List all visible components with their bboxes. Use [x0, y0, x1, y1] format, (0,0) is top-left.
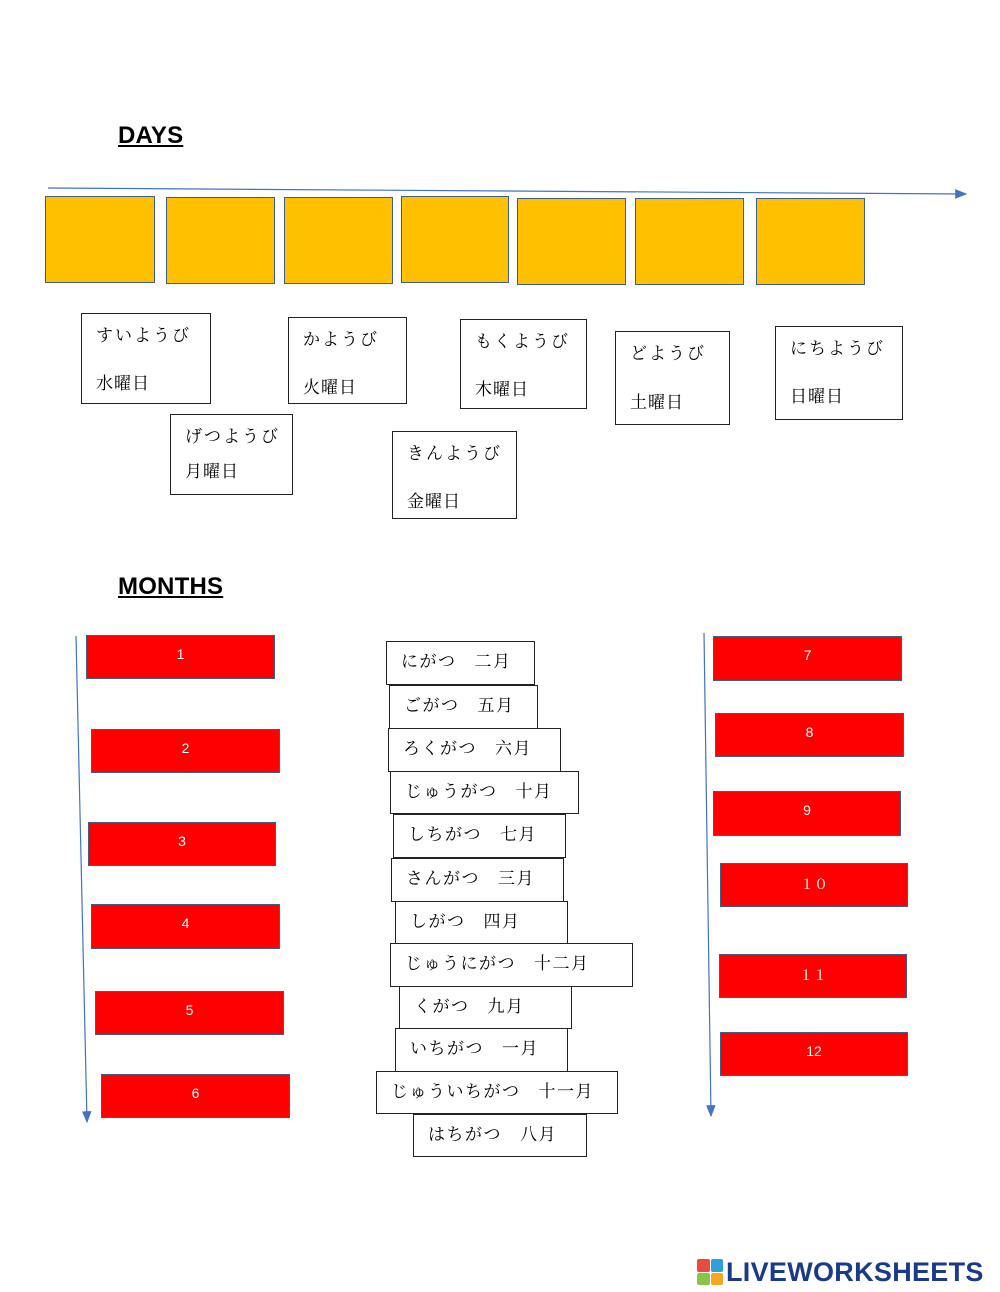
day-slot-5[interactable] [517, 198, 626, 285]
month-slot-5[interactable]: 5 [95, 991, 284, 1035]
month-card-kana: にがつ [401, 652, 457, 672]
month-card-may[interactable] [389, 685, 538, 729]
month-card-august[interactable] [413, 1114, 587, 1157]
month-slot-1[interactable]: 1 [86, 635, 275, 679]
day-card-wednesday[interactable] [81, 313, 211, 404]
month-card-kana: はちがつ [428, 1125, 502, 1145]
month-slot-11[interactable]: １１ [719, 954, 907, 998]
month-card-march[interactable] [391, 858, 564, 902]
month-card-kanji: 二月 [474, 652, 512, 672]
month-card-kanji: 十二月 [534, 954, 590, 974]
months-right-arrow [704, 633, 711, 1116]
month-card-december[interactable] [390, 943, 633, 987]
month-card-kanji: 七月 [500, 825, 537, 845]
day-card-kana: もくようび [475, 332, 570, 352]
day-slot-1[interactable] [45, 196, 155, 283]
month-card-kanji: 八月 [520, 1125, 557, 1145]
month-card-february[interactable] [386, 641, 535, 685]
liveworksheets-logo-icon [697, 1259, 723, 1285]
month-slot-4[interactable]: 4 [91, 904, 280, 949]
month-card-kana: しがつ [410, 912, 466, 932]
month-card-january[interactable] [395, 1028, 568, 1072]
day-card-kana: すいようび [96, 326, 191, 346]
day-slot-6[interactable] [635, 198, 744, 285]
month-card-september[interactable] [399, 986, 572, 1029]
day-card-friday[interactable] [392, 431, 517, 519]
day-slot-2[interactable] [166, 197, 275, 284]
day-card-kanji: 火曜日 [303, 378, 357, 398]
month-card-kanji: 五月 [477, 696, 515, 716]
month-card-june[interactable] [388, 728, 561, 772]
days-arrow [48, 188, 966, 194]
day-card-kana: にちようび [790, 339, 885, 359]
day-card-monday[interactable] [170, 414, 293, 495]
months-heading: MONTHS [118, 573, 224, 600]
month-card-july[interactable] [393, 814, 566, 858]
month-slot-9[interactable]: 9 [713, 791, 901, 836]
month-slot-6[interactable]: 6 [101, 1074, 290, 1118]
month-slot-12[interactable]: 12 [720, 1032, 908, 1076]
month-card-kana: じゅういちがつ [391, 1082, 521, 1102]
day-card-kana: きんようび [407, 444, 502, 464]
month-card-kana: ごがつ [404, 696, 460, 716]
month-slot-10[interactable]: １０ [720, 863, 908, 907]
month-card-kana: じゅうがつ [405, 782, 498, 802]
day-card-tuesday[interactable] [288, 317, 407, 404]
day-card-kanji: 月曜日 [185, 462, 239, 482]
liveworksheets-logo [697, 1252, 984, 1292]
day-card-kanji: 水曜日 [96, 374, 150, 394]
month-card-kanji: 三月 [498, 869, 535, 889]
day-card-kanji: 金曜日 [407, 492, 461, 512]
month-card-kana: ろくがつ [403, 739, 477, 759]
day-slot-7[interactable] [756, 198, 865, 285]
day-slot-3[interactable] [284, 197, 393, 284]
month-card-kana: さんがつ [406, 869, 480, 889]
month-slot-2[interactable]: 2 [91, 729, 280, 773]
months-left-arrow [76, 636, 87, 1122]
month-card-november[interactable] [376, 1071, 618, 1114]
day-card-kanji: 木曜日 [475, 380, 529, 400]
month-card-april[interactable] [395, 901, 568, 945]
day-card-kana: どようび [630, 344, 706, 364]
day-card-kana: かようび [303, 330, 379, 350]
month-card-kanji: 十一月 [538, 1082, 594, 1102]
day-card-kanji: 日曜日 [790, 387, 844, 407]
month-card-kanji: 九月 [487, 997, 525, 1017]
month-card-kanji: 四月 [483, 912, 521, 932]
month-card-kana: いちがつ [410, 1039, 484, 1059]
month-slot-8[interactable]: 8 [715, 713, 904, 757]
month-slot-7[interactable]: 7 [713, 636, 902, 681]
month-card-kana: しちがつ [408, 825, 482, 845]
day-card-saturday[interactable] [615, 331, 730, 425]
month-card-kanji: 一月 [502, 1039, 539, 1059]
month-card-kana: くがつ [414, 997, 470, 1017]
day-card-sunday[interactable] [775, 326, 903, 420]
day-slot-4[interactable] [401, 196, 509, 283]
month-card-kanji: 六月 [495, 739, 532, 759]
month-card-october[interactable] [390, 771, 579, 814]
days-heading: DAYS [118, 122, 184, 149]
day-card-thursday[interactable] [460, 319, 587, 409]
day-card-kanji: 土曜日 [630, 393, 684, 413]
day-card-kana: げつようび [185, 427, 280, 447]
month-card-kana: じゅうにがつ [405, 954, 516, 974]
liveworksheets-logo-text: LIVEWORKSHEETS [726, 1256, 984, 1287]
month-slot-3[interactable]: 3 [88, 822, 276, 866]
month-card-kanji: 十月 [515, 782, 553, 802]
